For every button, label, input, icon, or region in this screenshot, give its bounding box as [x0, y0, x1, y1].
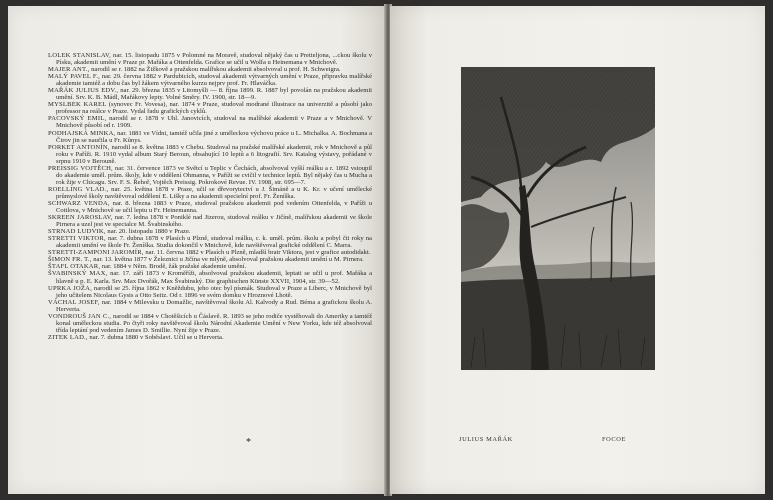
- entry-text: nar. 8. března 1883 v Praze, studoval pražskou akademii pod vedením Ottenfelda, v Paříži u Cottlova, v Mnichově se učil leptu u Fr. Heinemanna.: [56, 199, 372, 215]
- entry-name: ŠTAFL OTAKAR,: [48, 263, 101, 271]
- entry-name: ZITEK LAD.,: [48, 333, 88, 341]
- entry-name: ŠVABINSKÝ MAX,: [48, 270, 108, 278]
- plate-caption-title: FOCOE: [602, 436, 626, 443]
- biography-entry: [48, 165, 372, 186]
- entry-name: MYSLBEK KAREL: [48, 101, 107, 109]
- entry-text: nar. 1884 v Něm. Brodě, žák pražské akademie umění.: [101, 263, 247, 271]
- entry-text: nar. 11. června 1882 v Plasích u Plzně, mladší bratr Viktora, jest v grafice autodidakt.: [145, 249, 371, 257]
- entry-text: narodil se 25. října 1862 v Kněždubu, jeho otec byl písmák. Studoval v Praze a Liberc, v Mnichově byl jeho učitelem Nicolaus Gysis a Otto Seitz. Od r. 1896 ve svém domku v Hroznové Lhotě.: [56, 284, 372, 299]
- biography-entry: [48, 144, 372, 165]
- biography-entry: [48, 235, 372, 249]
- entry-text: nar. 1881 ve Vídni, tamtéž učila jiné z uměleckou výchovu práce u L. Michalka. A. Bochmana a Čirov jin se naučila u Fr. Kůnys.: [56, 129, 372, 144]
- biography-entry: [48, 200, 372, 214]
- biography-entry: [48, 313, 372, 334]
- entry-text: nar. 31. července 1873 ve Světcí u Teplic v Čechách, absolvoval vyšší reálku a r. 1892 vstoupil do akademie uměl. prům. školy, kde v oddělení Ohmanna, v Paříži se cvičil v technice leptů. Byl nějaký čas u Mucha a rok žije v Chicagu. Srv. F. S. Řehoř, Vojtěch Preissig. Pokrokové Revue. IV. 1908, str. 695—7.: [56, 164, 372, 186]
- entry-name: STRETTI-ZAMPONI JAROMÍR,: [48, 249, 144, 257]
- biography-entry: [48, 270, 372, 284]
- entry-text: narodil se 1884 v Chotěšicích u Čáslavě. R. 1893 se jeho rodiče vystěhovali do Ameriky a tamtéž konal uměleckou studia. Po čtyři roky navštěvoval školu Národní Akademie Umění v New Yorku, kde též absolvoval třída leptání pod vedením James D. Smillie. Nyní žije v Praze.: [56, 312, 372, 334]
- entry-text: narodil se r. 1882 na Žižkově a pražskou malířskou akademii absolvoval u prof. H. Schweigra.: [91, 66, 341, 74]
- biography-entry: [48, 115, 372, 129]
- entry-text: nar. 29. června 1882 v Pardubicích, studoval akademii výtvarných umění v Praze, připravku malířské akademie tamtéž a dobu čas byl žákem výtvarného kurzu nejprv prof. Fr. Hlaváčka.: [56, 73, 372, 88]
- biography-entry: [48, 228, 372, 235]
- entry-name: PACOVSKÝ EMIL,: [48, 115, 107, 123]
- etching-plate-image: [461, 67, 655, 370]
- biography-entry: [48, 334, 372, 341]
- biography-entry: [48, 52, 372, 66]
- biography-text-column: [48, 52, 372, 432]
- plate-caption-artist: JULIUS MAŘÁK: [459, 436, 513, 443]
- biography-entry: [48, 285, 372, 299]
- etching-illustration: [461, 67, 655, 370]
- entry-text: nar. 29. března 1835 v Litomyšli — 8. října 1899. R. 1887 byl povolán na pražskou akademii umění. Srv. K. B. Mádl, Mařákovy lepty. Volné Směry. IV. 1900, str. 18—9.: [56, 87, 372, 102]
- right-page: [390, 6, 765, 494]
- biography-entry: [48, 214, 372, 228]
- biography-entry: [48, 101, 372, 115]
- entry-text: narodil se r. 1878 v Uhl. Janovicích, studoval na malířské akademii v Praze a v Mnichově. V Mnichově působí od r. 1909.: [56, 115, 372, 130]
- entry-name: STRNAD LUDVIK,: [48, 228, 106, 236]
- page-footer-mark: *: [246, 437, 251, 448]
- entry-name: STRETTI VIKTOR,: [48, 235, 106, 243]
- entry-name: UPRKA JOŽA,: [48, 284, 92, 292]
- entry-name: LOLEK STANISLAV,: [48, 52, 111, 59]
- entry-name: ROELLING VLAD.,: [48, 185, 109, 193]
- entry-text: nar. 1884 v Milevsku u Domažlic, navštěvoval školu Al. Kalvody a Rud. Béma a grafickou školu A. Herverta.: [56, 298, 372, 313]
- entry-name: PODHAJSKÁ MINKA,: [48, 129, 116, 137]
- entry-text: nar. 20. listopadu 1880 v Praze.: [107, 228, 191, 236]
- entry-name: ŠIMON FR. T.,: [48, 256, 92, 264]
- entry-text: (synovec Fr. Vovesa), nar. 1874 v Praze, studoval modrané illustrace na univerzitě a působí jako professor na reálce v Praze. Vydal řadu grafických cyklů.: [56, 101, 372, 116]
- entry-name: PORKET ANTONÍN,: [48, 143, 110, 151]
- entry-text: nar. 7. dubna 1878 v Plasích u Plzně, studoval reálku, c. k. uměl. prům. školu a pobyl čti roky na akademii umění ve škole Fr. Ženíška. Studia dokončil v Mnichově, kde navštěvoval grafické oddělení C. Marra.: [56, 235, 372, 250]
- entry-text: nar. 25. května 1878 v Praze, učil se dřevorytectví u J. Šimáně a u K. Kr. v učení umělecké průmyslové školy navštěvoval oddělení E. Lišky a na akademii specielní prof. Fr. Ženíška.: [56, 185, 372, 200]
- entry-name: SKREEN JAROSLAV,: [48, 214, 113, 222]
- entry-text: nar. 7. dubna 1880 v Soběslavi. Učil se u Herverta.: [89, 333, 224, 341]
- entry-name: MALÝ PAVEL F.,: [48, 73, 100, 81]
- entry-name: MAŘÁK JULIUS EDV.,: [48, 87, 119, 95]
- entry-name: VONDROUŠ JAN C.,: [48, 312, 112, 320]
- biography-entry: [48, 299, 372, 313]
- entry-text: nar. 13. května 1877 v Železnici u Jičína ve mlýně, absolvoval pražskou akademii umění u M. Pirnera.: [93, 256, 364, 264]
- entry-name: MAJER ANT.,: [48, 66, 90, 74]
- entry-text: nar. 7. ledna 1878 v Poniklé nad Jizerou, studoval reálku v Jičíně, malířskou akademii ve škole Pirnera a uzel jest ve specialce M. Švabinského.: [56, 214, 372, 229]
- entry-name: VÁCHAL JOSEF,: [48, 298, 100, 306]
- biography-entry: [48, 186, 372, 200]
- entry-name: PREISSIG VOJTĚCH,: [48, 164, 113, 172]
- entry-text: narodil se 8. května 1883 v Chebu. Studoval na pražské malířské akademii, rok v Mnichově a půl roku v Paříži. R. 1910 vydal album Starý Beroun, obsahující 10 leptů a 6 litografií. Srv. Katalog výstavy, pořádané v srpnu 1910 v Berouně.: [56, 143, 372, 165]
- biography-entry: [48, 73, 372, 87]
- biography-entry: [48, 130, 372, 144]
- entry-text: nar. 17. září 1873 v Kroměříži, absolvoval pražskou akademii, leptati se učil u prof. Mařáka a hlavně u p. E. Karla. Srv. Max Dvořák, Max Švabinský. Die graphischen Künste XXVII, 1904, str. 39—52.: [56, 270, 372, 285]
- entry-name: SCHWARZ VENDA,: [48, 199, 110, 207]
- biography-entry: [48, 87, 372, 101]
- left-page: [8, 6, 386, 494]
- entry-text: nar. 15. listopadu 1875 v Polomné na Moravě, studoval nějaký čas u Pretteljona, ...ckou školu v Písku, akademii umění v Praze pr. Mařáka a Ottenfelda. Grafice se učil u Wolfa u Heinemana v Mnichově.: [56, 52, 372, 67]
